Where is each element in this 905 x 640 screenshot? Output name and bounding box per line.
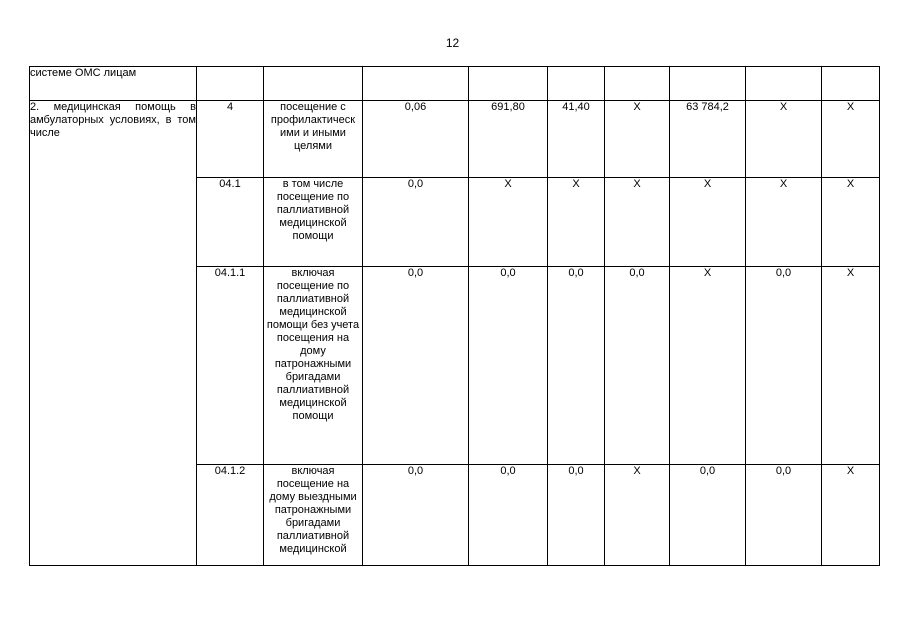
value-cell	[363, 67, 469, 101]
row-unit-cell: включая посещение на дому выездными патронажными бригадами паллиативной медицинской	[264, 465, 363, 566]
value-cell: Х	[469, 178, 548, 267]
row-unit-cell	[264, 67, 363, 101]
page-number: 12	[445, 36, 460, 50]
value-cell: 63 784,2	[670, 101, 746, 178]
value-cell	[746, 67, 822, 101]
value-cell: 0,0	[746, 267, 822, 465]
row-unit-cell: включая посещение по паллиативной медицинской помощи без учета посещения на дому патронажными бригадами паллиативной медицинской помощи	[264, 267, 363, 465]
value-cell: Х	[822, 465, 880, 566]
row-unit-cell: посещение с профилактическ ими и иными целями	[264, 101, 363, 178]
value-cell: 0,06	[363, 101, 469, 178]
value-cell	[469, 67, 548, 101]
value-cell: 0,0	[548, 465, 605, 566]
value-cell	[548, 67, 605, 101]
value-cell: Х	[822, 178, 880, 267]
value-cell: Х	[548, 178, 605, 267]
financing-table	[29, 66, 880, 566]
value-cell: Х	[746, 101, 822, 178]
table-row	[30, 101, 880, 178]
row-code-cell: 4	[197, 101, 264, 178]
row-name-cell: системе ОМС лицам	[30, 67, 197, 101]
table-row	[30, 67, 880, 101]
value-cell	[605, 67, 670, 101]
value-cell: Х	[822, 267, 880, 465]
value-cell: Х	[605, 465, 670, 566]
value-cell: 0,0	[469, 465, 548, 566]
value-cell: 0,0	[363, 178, 469, 267]
value-cell: 0,0	[469, 267, 548, 465]
value-cell: Х	[746, 178, 822, 267]
value-cell: 41,40	[548, 101, 605, 178]
row-code-cell: 04.1.2	[197, 465, 264, 566]
value-cell: 0,0	[605, 267, 670, 465]
value-cell: 0,0	[746, 465, 822, 566]
value-cell: Х	[670, 178, 746, 267]
row-code-cell: 04.1	[197, 178, 264, 267]
row-name-cell: 2. медицинская помощь в амбулаторных условиях, в том числе	[30, 101, 197, 566]
value-cell: 0,0	[548, 267, 605, 465]
value-cell: Х	[605, 101, 670, 178]
value-cell: 691,80	[469, 101, 548, 178]
row-unit-cell: в том числе посещение по паллиативной медицинской помощи	[264, 178, 363, 267]
value-cell: Х	[670, 267, 746, 465]
value-cell	[822, 67, 880, 101]
value-cell: 0,0	[670, 465, 746, 566]
value-cell: Х	[822, 101, 880, 178]
row-code-cell: 04.1.1	[197, 267, 264, 465]
value-cell: Х	[605, 178, 670, 267]
value-cell: 0,0	[363, 465, 469, 566]
value-cell	[670, 67, 746, 101]
row-code-cell	[197, 67, 264, 101]
value-cell: 0,0	[363, 267, 469, 465]
